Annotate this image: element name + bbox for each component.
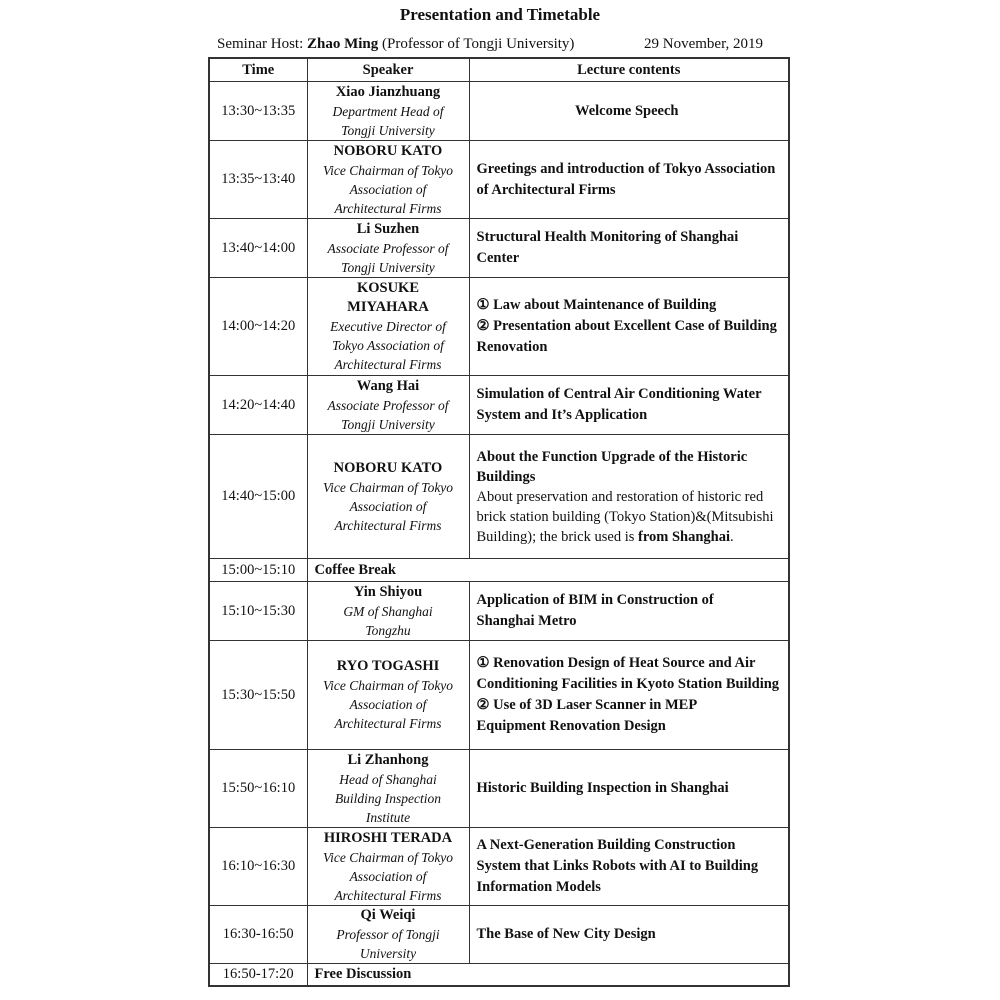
table-row bbox=[209, 641, 789, 750]
lecture-item: ② Presentation about Excellent Case of Building Renovation bbox=[476, 318, 777, 355]
table-header-row bbox=[209, 58, 789, 82]
time-cell: 16:30-16:50 bbox=[209, 906, 307, 964]
speaker-cell bbox=[307, 219, 469, 278]
speaker-role: Associate Professor of Tongji University bbox=[327, 240, 449, 275]
time-cell: 14:20~14:40 bbox=[209, 376, 307, 435]
speaker-cell bbox=[307, 376, 469, 435]
speaker-role: Vice Chairman of Tokyo Association of Architectural Firms bbox=[322, 162, 454, 216]
speaker-role: Head of Shanghai Building Inspection Institute bbox=[334, 771, 442, 825]
speaker-role: Professor of Tongji University bbox=[336, 927, 440, 961]
lecture-cell bbox=[469, 435, 789, 559]
lecture-title: Greetings and introduction of Tokyo Association of Architectural Firms bbox=[476, 160, 776, 198]
speaker-role: Associate Professor of Tongji University bbox=[327, 397, 449, 432]
time-cell: 14:00~14:20 bbox=[209, 278, 307, 376]
speaker-role: Vice Chairman of Tokyo Association of Architectural Firms bbox=[322, 849, 454, 903]
lecture-cell bbox=[469, 219, 789, 278]
page-title: Presentation and Timetable bbox=[399, 5, 601, 24]
time-cell: 13:40~14:00 bbox=[209, 219, 307, 278]
table-row bbox=[209, 828, 789, 906]
speaker-role: Vice Chairman of Tokyo Association of Architectural Firms bbox=[322, 479, 454, 533]
table-row bbox=[209, 906, 789, 964]
lecture-cell bbox=[469, 750, 789, 828]
speaker-name: HIROSHI TERADA bbox=[323, 829, 453, 846]
time-cell: 13:35~13:40 bbox=[209, 141, 307, 219]
speaker-name: KOSUKE MIYAHARA bbox=[347, 280, 429, 315]
speaker-name: NOBORU KATO bbox=[333, 459, 443, 476]
table-row-break bbox=[209, 559, 789, 582]
speaker-name: NOBORU KATO bbox=[333, 142, 443, 159]
speaker-cell bbox=[307, 750, 469, 828]
speaker-cell bbox=[307, 278, 469, 376]
speaker-cell bbox=[307, 582, 469, 641]
speaker-cell bbox=[307, 435, 469, 559]
free-discussion-cell: Free Discussion bbox=[307, 964, 789, 986]
speaker-name: Li Suzhen bbox=[356, 220, 420, 237]
table-row bbox=[209, 82, 789, 141]
speaker-role: GM of Shanghai Tongzhu bbox=[343, 603, 433, 638]
table-row bbox=[209, 141, 789, 219]
lecture-cell bbox=[469, 278, 789, 376]
speaker-role: Executive Director of Tokyo Association of Architectural Firms bbox=[330, 319, 446, 372]
speaker-cell bbox=[307, 641, 469, 750]
time-cell: 16:50-17:20 bbox=[209, 964, 307, 986]
host-affiliation: (Professor of Tongji University) bbox=[378, 36, 575, 52]
lecture-item: ① Law about Maintenance of Building bbox=[476, 297, 717, 313]
table-row bbox=[209, 750, 789, 828]
lecture-description bbox=[477, 487, 785, 547]
speaker-cell bbox=[307, 82, 469, 141]
lecture-cell bbox=[469, 141, 789, 219]
speaker-cell bbox=[307, 141, 469, 219]
column-header-speaker: Speaker bbox=[307, 58, 469, 82]
speaker-name: Yin Shiyou bbox=[353, 583, 423, 600]
time-cell: 15:50~16:10 bbox=[209, 750, 307, 828]
lecture-title: The Base of New City Design bbox=[476, 926, 656, 942]
speaker-name: Qi Weiqi bbox=[360, 907, 416, 923]
lecture-title: Application of BIM in Construction of Shanghai Metro bbox=[476, 592, 714, 629]
table-row bbox=[209, 278, 789, 376]
lecture-title: Welcome Speech bbox=[575, 102, 679, 119]
lecture-description-text: About preservation and restoration of historic red brick station building (Tokyo Station)&(Mitsubishi Building); the brick used is bbox=[476, 488, 774, 545]
time-cell: 13:30~13:35 bbox=[209, 82, 307, 141]
speaker-cell bbox=[307, 906, 469, 964]
lecture-cell bbox=[469, 828, 789, 906]
column-header-time: Time bbox=[209, 58, 307, 82]
table-row bbox=[209, 582, 789, 641]
time-cell: 15:10~15:30 bbox=[209, 582, 307, 641]
column-header-lecture: Lecture contents bbox=[469, 58, 789, 82]
lecture-cell bbox=[469, 906, 789, 964]
speaker-name: Li Zhanhong bbox=[347, 751, 429, 768]
speaker-name: Xiao Jianzhuang bbox=[335, 83, 441, 100]
lecture-description-end: . bbox=[730, 528, 734, 545]
lecture-cell bbox=[469, 582, 789, 641]
coffee-break-cell: Coffee Break bbox=[307, 559, 789, 582]
table-row bbox=[209, 376, 789, 435]
lecture-item: ② Use of 3D Laser Scanner in MEP Equipment Renovation Design bbox=[476, 697, 697, 734]
lecture-item: ① Renovation Design of Heat Source and Air Conditioning Facilities in Kyoto Station Building bbox=[476, 655, 780, 692]
table-row bbox=[209, 435, 789, 559]
host-label: Seminar Host: bbox=[217, 36, 307, 52]
speaker-name: RYO TOGASHI bbox=[336, 658, 440, 674]
lecture-cell bbox=[469, 82, 789, 141]
lecture-title: Simulation of Central Air Conditioning Water System and It’s Application bbox=[476, 386, 762, 423]
time-cell: 15:00~15:10 bbox=[209, 559, 307, 582]
lecture-title: A Next-Generation Building Construction System that Links Robots with AI to Building Information Models bbox=[476, 837, 759, 895]
lecture-cell bbox=[469, 376, 789, 435]
host-name: Zhao Ming bbox=[307, 36, 379, 52]
time-cell: 16:10~16:30 bbox=[209, 828, 307, 906]
time-cell: 14:40~15:00 bbox=[209, 435, 307, 559]
speaker-cell bbox=[307, 828, 469, 906]
lecture-description-bold: from Shanghai bbox=[638, 528, 730, 545]
time-cell: 15:30~15:50 bbox=[209, 641, 307, 750]
lecture-title: Historic Building Inspection in Shanghai bbox=[476, 780, 729, 796]
speaker-role: Department Head of Tongji University bbox=[332, 103, 444, 138]
lecture-title: Structural Health Monitoring of Shanghai Center bbox=[476, 229, 739, 266]
table-row-break bbox=[209, 964, 789, 986]
speaker-role: Vice Chairman of Tokyo Association of Architectural Firms bbox=[322, 678, 454, 731]
seminar-date: 29 November, 2019 bbox=[644, 36, 763, 52]
lecture-title: About the Function Upgrade of the Historic Buildings bbox=[476, 448, 748, 485]
speaker-name: Wang Hai bbox=[356, 377, 420, 394]
table-row bbox=[209, 219, 789, 278]
lecture-cell bbox=[469, 641, 789, 750]
timetable bbox=[208, 57, 790, 987]
